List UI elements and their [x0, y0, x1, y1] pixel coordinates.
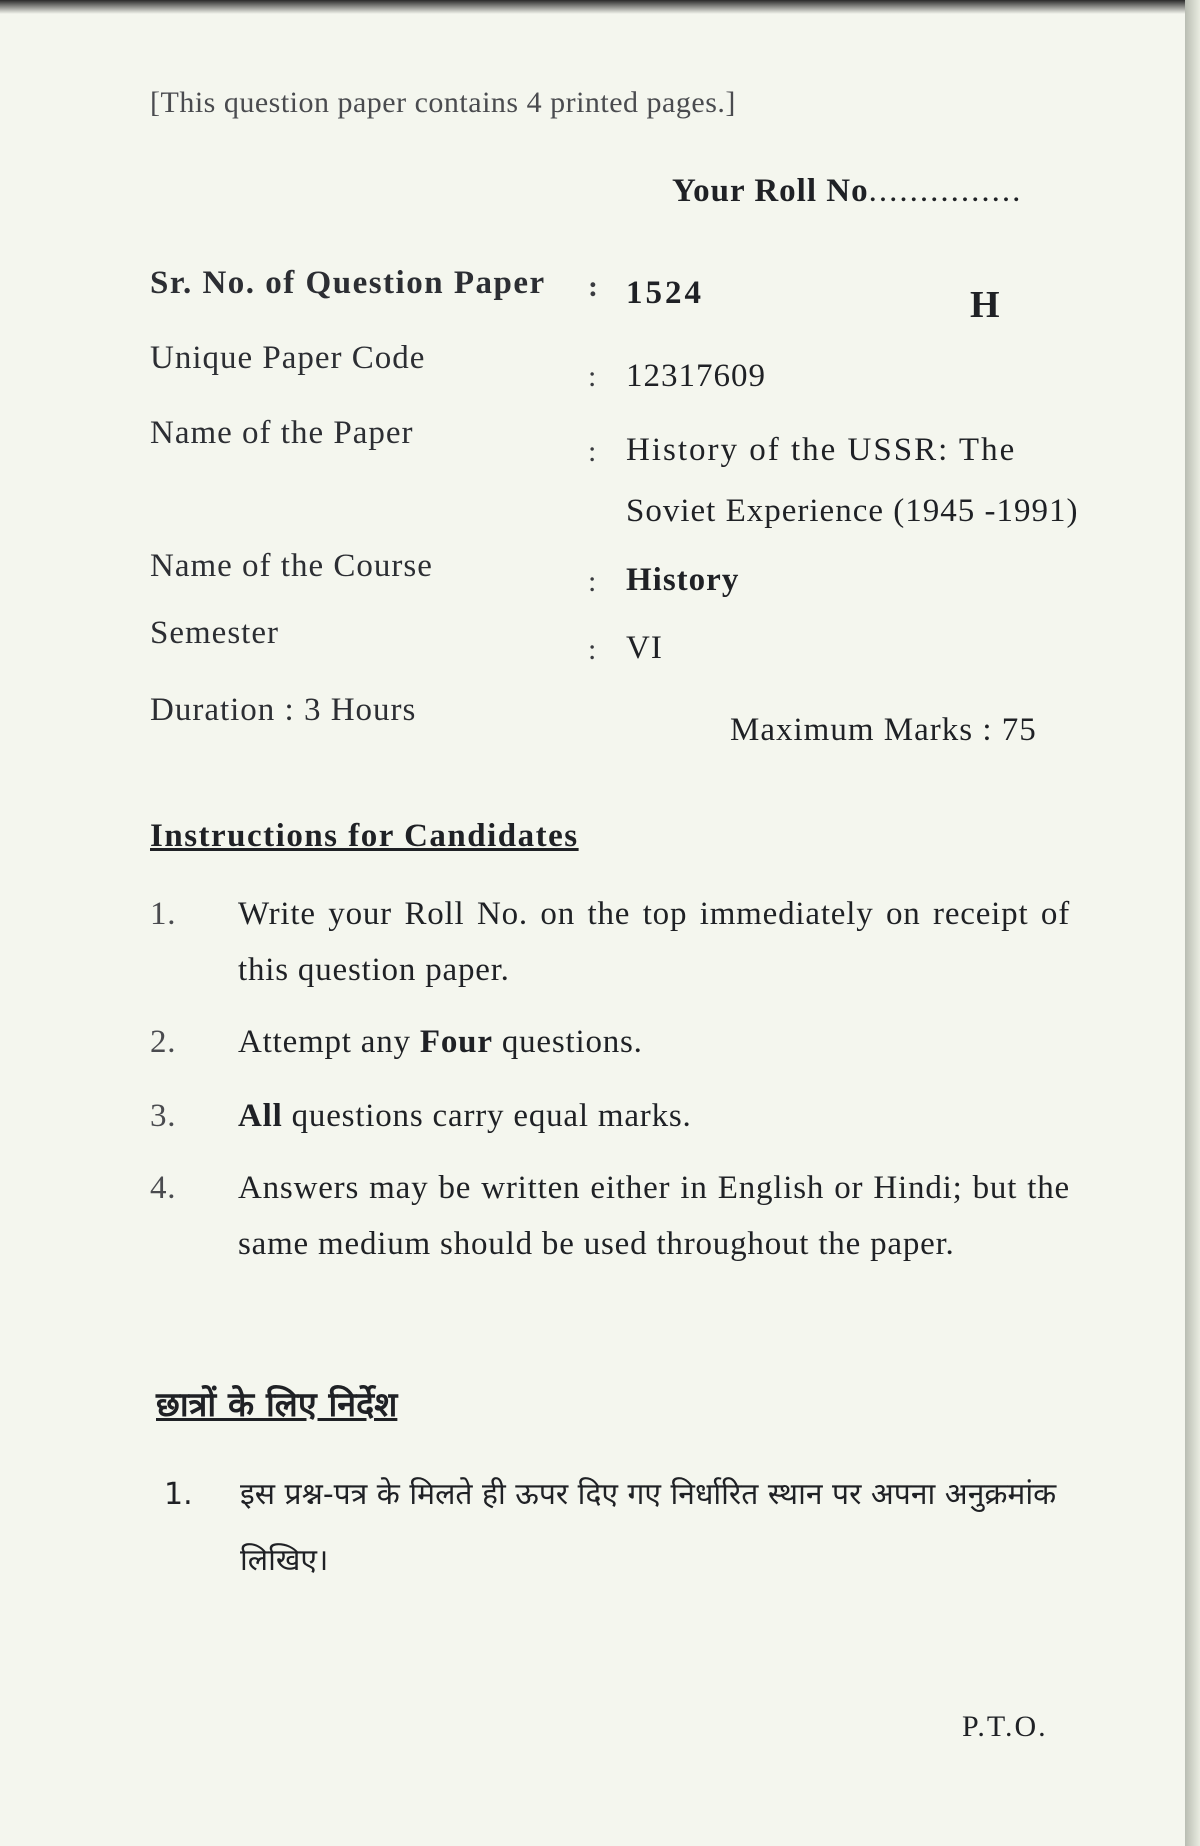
- instruction-text: Write your Roll No. on the top immediately on receipt of this question paper.: [238, 896, 1070, 988]
- instructions-heading: Instructions for Candidates: [150, 818, 579, 854]
- hindi-instruction-number: 1.: [164, 1477, 193, 1512]
- instruction-item-3: [150, 1088, 1070, 1144]
- instruction-text: [238, 1014, 1070, 1070]
- unique-paper-code-label: Unique Paper Code: [150, 340, 426, 376]
- instruction-text-pre: Attempt any: [238, 1024, 420, 1060]
- serial-number-value: 1524: [626, 275, 704, 311]
- roll-number-blank: ...............: [868, 173, 1023, 209]
- maximum-marks: Maximum Marks : 75: [730, 712, 1037, 748]
- instruction-text-post: questions carry equal marks.: [282, 1098, 692, 1134]
- please-turn-over: P.T.O.: [962, 1710, 1048, 1743]
- paper-name-label: Name of the Paper: [150, 415, 414, 451]
- semester-label: Semester: [150, 615, 279, 651]
- instruction-number: 2.: [150, 1024, 177, 1060]
- hindi-instruction-text: इस प्रश्न-पत्र के मिलते ही ऊपर दिए गए निर्धारित स्थान पर अपना अनुक्रमांक लिखिए।: [240, 1477, 1057, 1578]
- top-shadow: [0, 0, 1200, 14]
- instruction-text: Answers may be written either in English or Hindi; but the same medium should be used throughout the paper.: [238, 1170, 1070, 1262]
- instruction-text-bold: All: [238, 1098, 283, 1134]
- roll-number-label: Your Roll No: [672, 173, 869, 209]
- instruction-item-4: [150, 1160, 1070, 1272]
- course-name-value: History: [626, 562, 740, 598]
- paper-name-value-line1: History of the USSR: The: [626, 432, 1017, 468]
- serial-number-colon: :: [588, 270, 598, 303]
- semester-value: VI: [626, 630, 663, 666]
- unique-paper-code-colon: :: [588, 360, 597, 393]
- instruction-text-post: questions.: [492, 1024, 643, 1060]
- instruction-number: 3.: [150, 1098, 177, 1134]
- instruction-text: [238, 1088, 1070, 1144]
- roll-number-field: [672, 173, 1022, 210]
- hindi-instructions-heading: छात्रों के लिए निर्देश: [156, 1385, 398, 1425]
- instruction-number: 4.: [150, 1170, 177, 1206]
- instruction-item-2: [150, 1014, 1070, 1070]
- duration: Duration : 3 Hours: [150, 692, 417, 728]
- paper-name-value-line2: Soviet Experience (1945 -1991): [626, 493, 1079, 529]
- serial-number-label: Sr. No. of Question Paper: [150, 265, 546, 301]
- hindi-instruction-item-1: [156, 1462, 1068, 1594]
- instruction-number: 1.: [150, 896, 177, 932]
- paper-edge: [1185, 0, 1200, 1846]
- course-name-label: Name of the Course: [150, 548, 433, 584]
- unique-paper-code-value: 12317609: [626, 358, 766, 394]
- paper-name-colon: :: [588, 435, 597, 468]
- page-count-note: [This question paper contains 4 printed pages.]: [150, 86, 736, 119]
- course-name-colon: :: [588, 565, 597, 598]
- instruction-item-1: [150, 886, 1070, 998]
- paper-set-code: H: [970, 284, 1000, 326]
- instruction-text-bold: Four: [419, 1024, 493, 1060]
- semester-colon: :: [588, 633, 597, 666]
